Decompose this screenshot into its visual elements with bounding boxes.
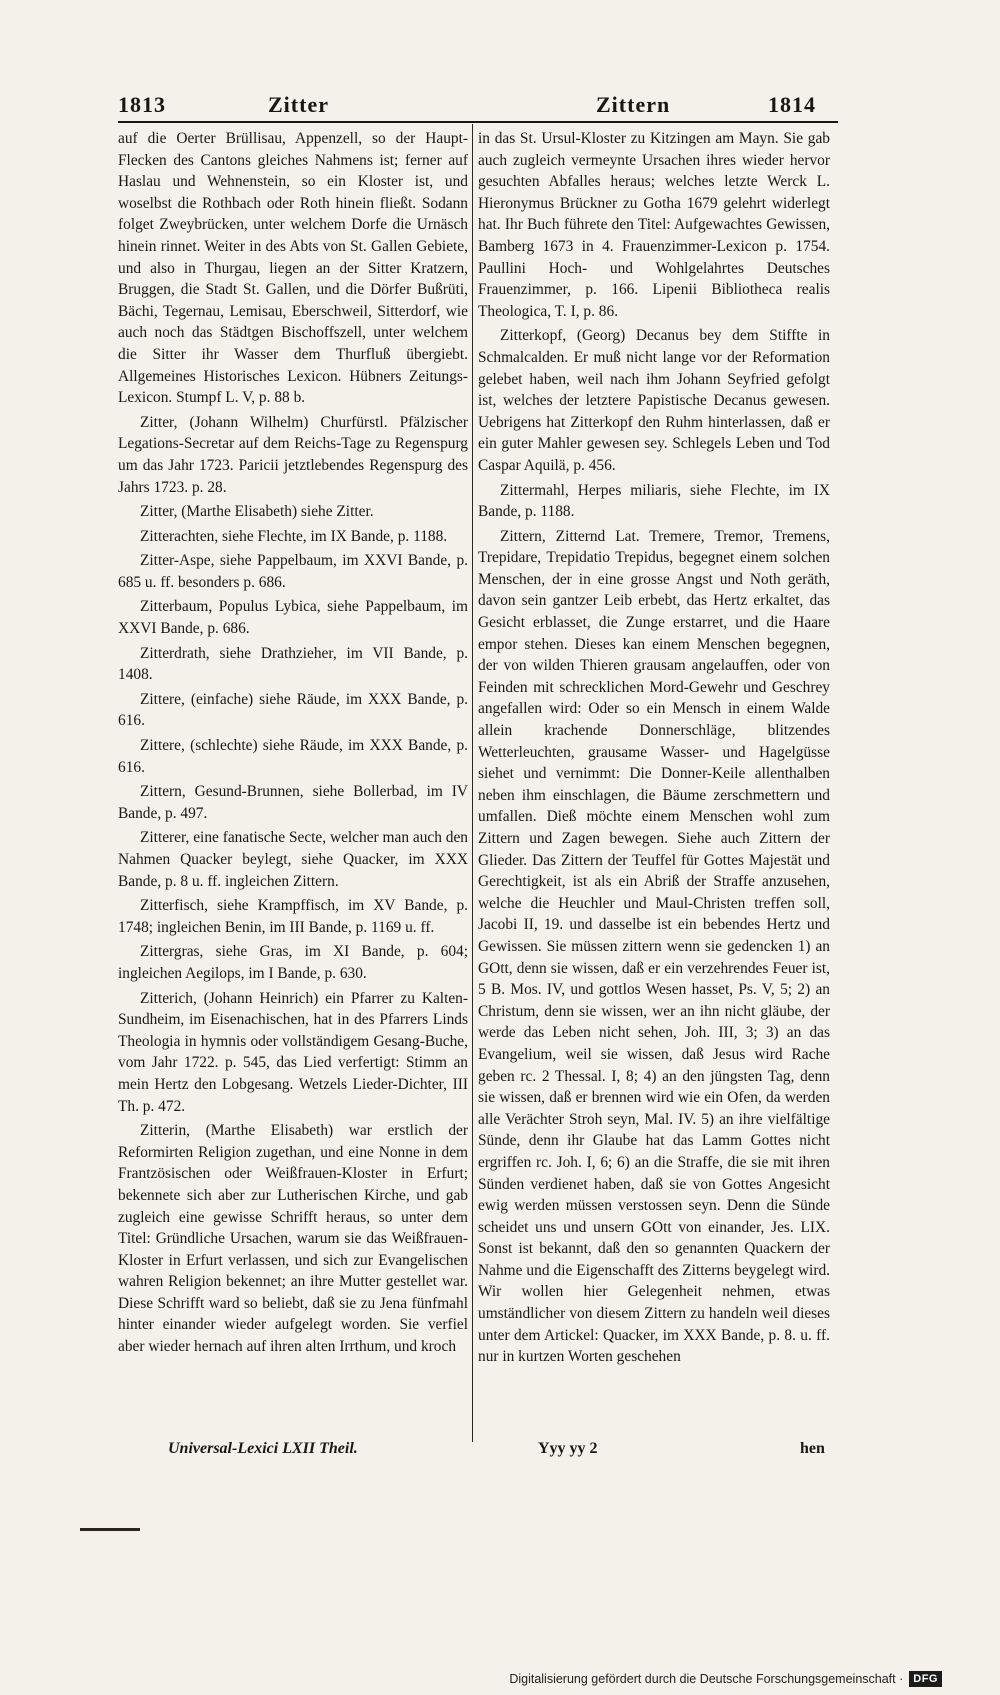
catchword: hen	[800, 1440, 825, 1457]
entry-text: in das St. Ursul-Kloster zu Kitzingen am Mayn. Sie gab auch zugleich vermeynte Ursachen ihres wieder hervor gesuchten Abfalles heraus; welches letzte Werck L. Hieronymus Brückner zu Gotha 1679 gelehrt widerlegt hat. Ihr Buch führete den Titel: Aufgewachtes Gewissen, Bamberg 1673 in 4. Frauenzimmer-Lexicon p. 1754. Paullini Hoch- und Wohlgelahrtes Deutsches Frauenzimmer, p. 166. Lipenii Bibliotheca realis Theologica, T. I, p. 86.	[478, 130, 830, 320]
running-head-right: Zittern	[596, 92, 671, 117]
entry-text: Zitterich, (Johann Heinrich) ein Pfarrer zu Kalten-Sundheim, im Eisenachischen, hat in des Pfarrers Linds Theologia in hymnis oder vollständigem Gesang-Buche, vom Jahr 1722. p. 545, das Lied verfertigt: Stimm an mein Hertz den Lobgesang. Wetzels Lieder-Dichter, III Th. p. 472.	[118, 989, 468, 1115]
entry-text: Zitterfisch, siehe Krampffisch, im XV Bande, p. 1748; ingleichen Benin, im III Bande, p. 1169 u. ff.	[118, 897, 468, 936]
digitization-credit	[509, 1671, 942, 1687]
entry-text: Zitterachten, siehe Flechte, im IX Bande, p. 1188.	[140, 527, 448, 545]
entry-text: auf die Oerter Brüllisau, Appenzell, so der Haupt-Flecken des Cantons gleiches Nahmens ist; ferner auf Haslau und Wehnenstein, so ein Kloster ist, und woselbst die Rothbach oder Roth hinein fließt. Sodann folget Zweybrücken, unter welchem Dorfe die Urnäsch hinein rinnet. Weiter in des Abts von St. Gallen Gebiete, und also in Thurgau, liegen an der Sitter Kratzern, Bruggen, die Stadt St. Gallen, und die Dörfer Bußrüti, Bächi, Tegernau, Lemisau, Eberschweil, Sitterdorf, wie auch noch das Städtgen Bischoffszell, unter welchem die Sitter ihr Wasser dem Thurfluß übergiebt. Allgemeines Historisches Lexicon. Hübners Zeitungs-Lexicon. Stumpf L. V, p. 88 b.	[118, 130, 468, 407]
page-number-right: 1814	[768, 92, 816, 117]
entry-text: Zittern, Zitternd Lat. Tremere, Tremor, Tremens, Trepidare, Trepidatio Trepidus, begegnet einem solchen Menschen, der in eine grosse Angst und Noth geräth, davon sein gantzer Leib erbebt, das Hertz erkaltet, das Gesicht erblasset, die Zunge erstarret, und die Haare empor stehen. Dieses kan einem Menschen begegnen, der von wilden Thieren grausam angelauffen, oder von Feinden mit schrecklichen Mord-Gewehr und Geschrey angefallen wird: Oder so ein Mensch in einem Walde allein krachende Donnerschläge, blitzendes Wetterleuchten, grausame Wasser- und Hagelgüsse siehet und vernimmt: Die Donner-Keile allenthalben neben ihm einschlagen, die Bäume zerschmettern und umfallen. Dieß möchte einem Menschen wohl zum Zittern und Zagen bewegen. Siehe auch Zittern der Glieder. Das Zittern der Teuffel für Gottes Majestät und Gerechtigkeit, ist als ein Abriß der Straffe anzusehen, welche die Heuchler und Maul-Christen treffen soll, Jacobi II, 19. und dasselbe ist ein bebendes Hertz und Gewissen. Sie müssen zittern wenn sie gedencken 1) an GOtt, denn sie wissen, daß er ein verzehrendes Feuer ist, 5 B. Mos. IV, und gottlos Wesen hasset, Ps. V, 5; 2) an Christum, denn sie wissen, wer an ihn nicht gläube, der werde das Leben nicht sehen, Joh. III, 3; 3) an das Evangelium, weil sie wissen, daß Jesus wird Rache geben rc. 2 Thessal. I, 8; 4) an den jüngsten Tag, denn sie wissen, daß er brennen wird wie ein Ofen, da werden alle Verächter Stroh seyn, Mal. IV. 5) an ihre vielfältige Sünde, denn ihr Glaube hat das Lamm Gottes nicht ergriffen rc. Joh. I, 6; 6) an die Straffe, die sie mit ihren Sünden verdienet haben, daß sie von Gottes Angesicht ewig werden müssen verstossen seyn. Denn die Sünde scheidet uns und unsern GOtt von einander, Jes. LIX. Sonst ist bekannt, daß den so genannten Quackern der Nahme und die Eigenschafft des Zitterns beygelegt wird. Wir wollen hier Gelegenheit nehmen, etwas umständlicher von diesem Zittern zu handeln weil dieses unter dem Artickel: Quacker, im XXX Bande, p. 8. u. ff. nur in kurtzen Worten geschehen	[478, 527, 830, 1366]
dfg-logo-icon: DFG	[909, 1671, 942, 1687]
entry-text: Zitter, (Johann Wilhelm) Churfürstl. Pfälzischer Legations-Secretar auf dem Reichs-Tage zu Regenspurg um das Jahr 1723. Paricii jetztlebendes Regenspurg des Jahrs 1723. p. 28.	[118, 413, 468, 496]
entry-text: Zitterdrath, siehe Drathzieher, im VII Bande, p. 1408.	[118, 644, 468, 684]
left-column	[118, 128, 468, 1361]
column-divider	[472, 124, 473, 1442]
entry-text: Zittere, (einfache) siehe Räude, im XXX Bande, p. 616.	[118, 690, 468, 730]
signature-line: Universal-Lexici LXII Theil.	[168, 1440, 358, 1457]
entry-text: Zitter, (Marthe Elisabeth) siehe Zitter.	[140, 503, 374, 521]
entry-text: Zitterer, eine fanatische Secte, welcher man auch den Nahmen Quacker beylegt, siehe Quacker, im XXX Bande, p. 8 u. ff. ingleichen Zittern.	[118, 829, 468, 890]
ink-mark	[80, 1528, 140, 1531]
page-number-left: 1813	[118, 92, 166, 117]
entry-text: Zitter-Aspe, siehe Pappelbaum, im XXVI Bande, p. 685 u. ff. besonders p. 686.	[118, 552, 468, 591]
right-column	[478, 128, 830, 1371]
signature-mark: Yyy yy 2	[538, 1440, 598, 1457]
entry-text: Zitterbaum, Populus Lybica, siehe Pappelbaum, im XXVI Bande, p. 686.	[118, 598, 468, 638]
entry-text: Zittern, Gesund-Brunnen, siehe Bollerbad, im IV Bande, p. 497.	[118, 783, 468, 822]
entry-text: Zitterin, (Marthe Elisabeth) war erstlich der Reformirten Religion zugethan, und eine Nonne in dem Frantzösischen oder Weißfrauen-Kloster in Erfurt; bekennete sich aber zur Lutherischen Kirche, und gab zugleich eine gewisse Schrifft heraus, so unter dem Titel: Gründliche Ursachen, warum sie das Weißfrauen-Kloster in Erfurt verlassen, und sich zur Evangelischen wahren Religion bekennet; an ihre Mutter gestellet war. Diese Schrifft ward so beliebt, daß sie zu Jena fünfmahl hinter einander wieder aufgelegt worden. Sie verfiel aber wieder hernach auf ihren alten Irrthum, und kroch	[118, 1122, 468, 1356]
entry-text: Zittergras, siehe Gras, im XI Bande, p. 604; ingleichen Aegilops, im I Bande, p. 630.	[118, 943, 468, 982]
header-rule	[118, 121, 838, 123]
running-head-left: Zitter	[268, 92, 329, 117]
entry-text: Zitterkopf, (Georg) Decanus bey dem Stiffte in Schmalcalden. Er muß nicht lange vor der Reformation gelebet haben, weil nach ihm Johann Seyfried gefolgt ist, welches der letztere Papistische Decanus gewesen. Uebrigens hat Zitterkopf den Ruhm hinterlassen, daß er ein guter Mahler gewesen sey. Schlegels Leben und Tod Caspar Aquilä, p. 456.	[478, 327, 830, 474]
entry-text: Zittermahl, Herpes miliaris, siehe Flechte, im IX Bande, p. 1188.	[478, 481, 830, 521]
entry-text: Zittere, (schlechte) siehe Räude, im XXX Bande, p. 616.	[118, 737, 468, 776]
credit-text: Digitalisierung gefördert durch die Deutsche Forschungsgemeinschaft ·	[509, 1672, 904, 1686]
